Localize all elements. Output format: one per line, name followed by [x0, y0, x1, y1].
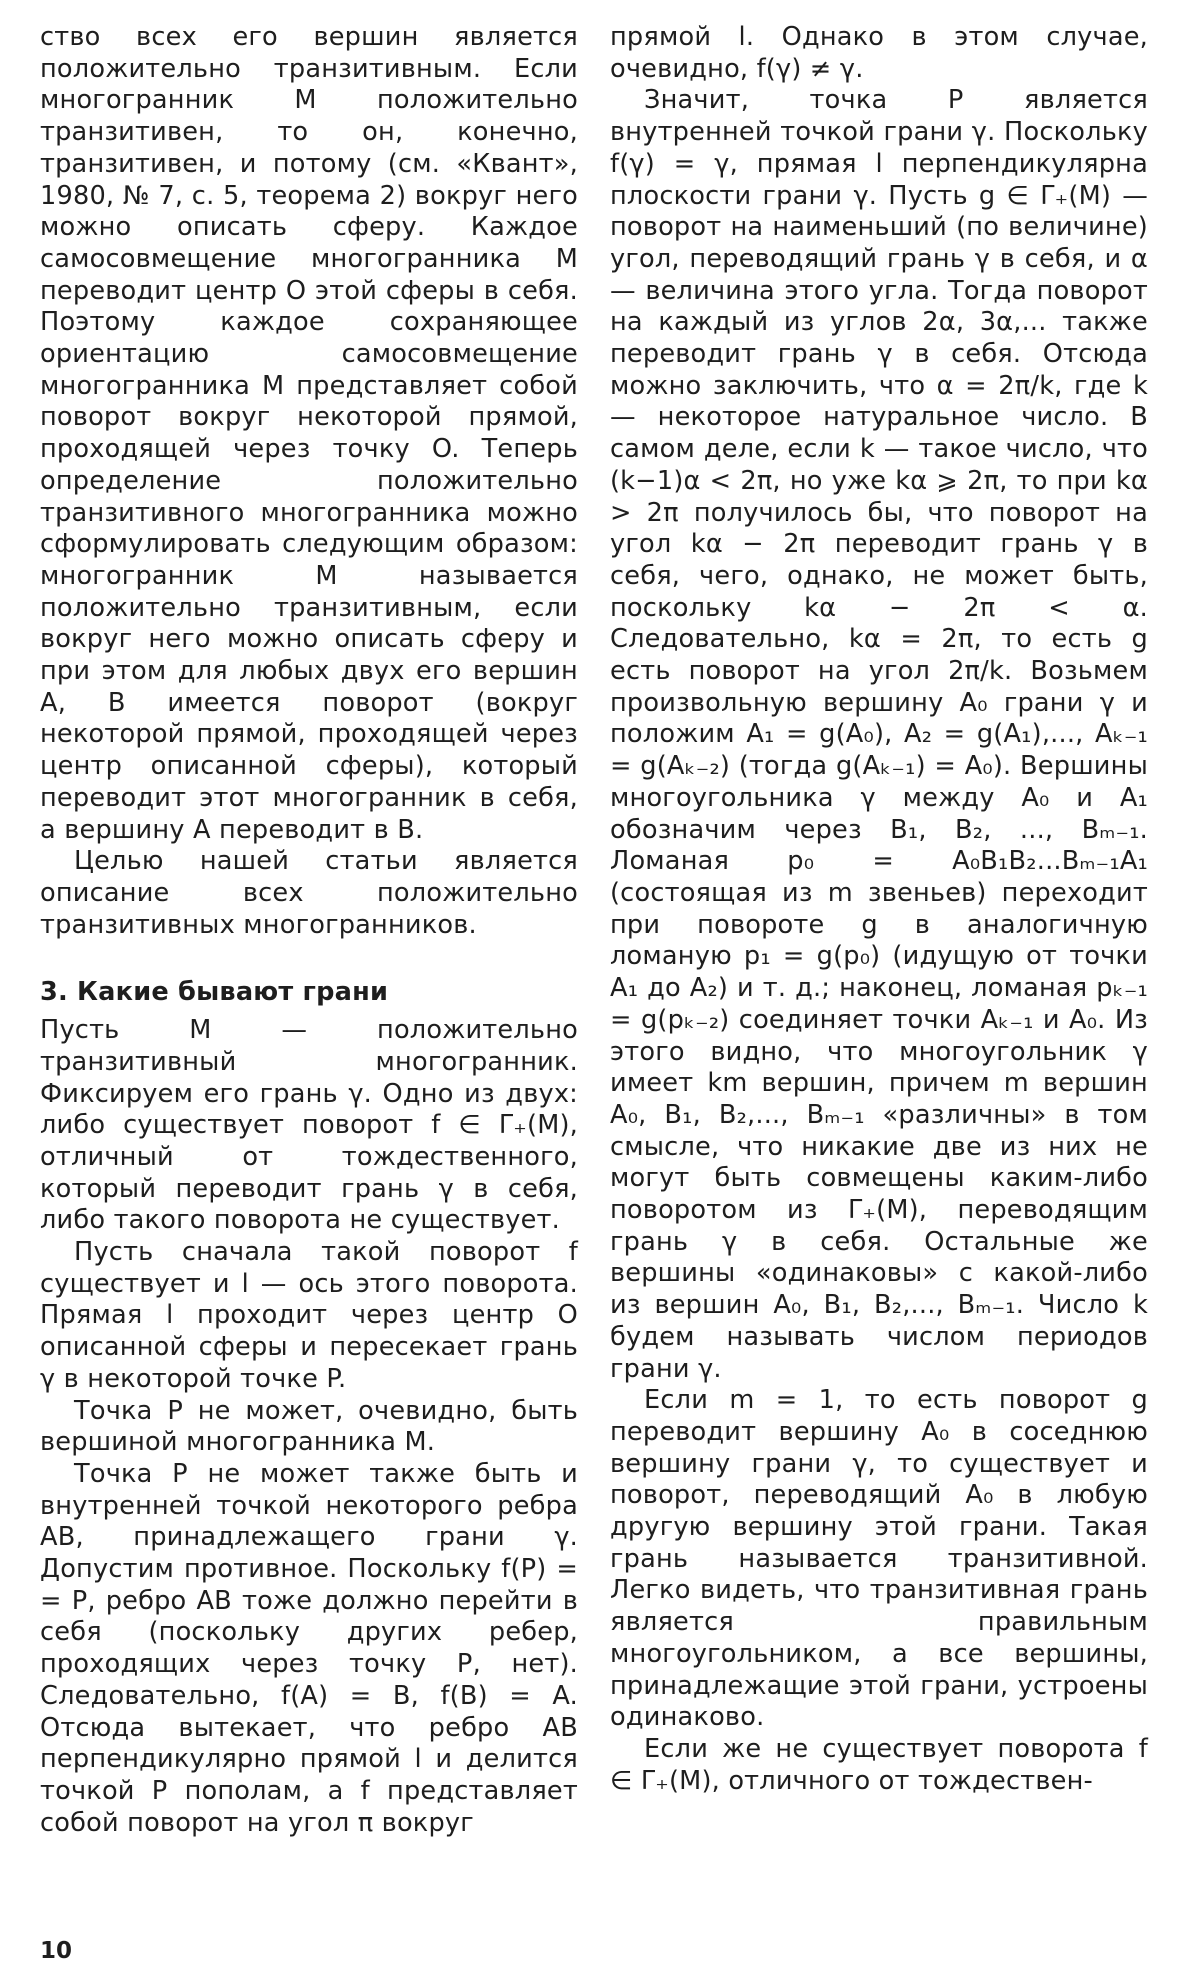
section-title: 3. Какие бывают грани — [40, 977, 389, 1008]
paragraph: Пусть M — положительно транзитивный многогранник. Фиксируем его грань γ. Одно из двух: либо существует поворот f ∈ Γ₊(M), отличный от тождественного, который переводит грань γ в себя, либо такого поворота не существует. — [40, 1015, 578, 1236]
paragraph: Целью нашей статьи является описание всех положительно транзитивных многогранников. — [40, 846, 578, 940]
paragraph: Точка P не может также быть и внутренней точкой некоторого ребра AB, принадлежащего грани γ. Допустим противное. Поскольку f(P) = = P, ребро AB тоже должно перейти в себя (поскольку других ребер, проходящих через точку P, нет). Следовательно, f(A) = B, f(B) = A. Отсюда вытекает, что ребро AB перпендикулярно прямой l и делится точкой P пополам, а f представляет собой поворот на угол π вокруг — [40, 1458, 578, 1838]
paragraph: Если же не существует поворота f ∈ Γ₊(M), отличного от тождествен- — [610, 1733, 1148, 1796]
paragraph: прямой l. Однако в этом случае, очевидно, f(γ) ≠ γ. — [610, 22, 1148, 84]
paragraph: Точка P не может, очевидно, быть вершиной многогранника M. — [40, 1395, 578, 1458]
paragraph: Пусть сначала такой поворот f существует и l — ось этого поворота. Прямая l проходит через центр O описанной сферы и пересекает грань γ в некоторой точке P. — [40, 1237, 578, 1394]
paragraph: Если m = 1, то есть поворот g переводит вершину A₀ в соседнюю вершину грани γ, то существует и поворот, переводящий A₀ в любую другую вершину этой грани. Такая грань называется транзитивной. Легко видеть, что транзитивная грань является правильным многоугольником, а все вершины, принадлежащие этой грани, устроены одинаково. — [610, 1385, 1148, 1733]
page-number: 10 — [40, 1938, 73, 1964]
right-column — [610, 22, 1148, 1797]
paragraph: Значит, точка P является внутренней точкой грани γ. Поскольку f(γ) = γ, прямая l перпендикулярна плоскости грани γ. Пусть g ∈ Γ₊(M) — поворот на наименьший (по величине) угол, переводящий грань γ в себя, и α — величина этого угла. Тогда поворот на каждый из углов 2α, 3α,... также переводит грань γ в себя. Отсюда можно заключить, что α = 2π/k, где k — некоторое натуральное число. В самом деле, если k — такое число, что (k−1)α < 2π, но уже kα ⩾ 2π, то при kα > 2π получилось бы, что поворот на угол kα − 2π переводит грань γ в себя, чего, однако, не может быть, поскольку kα − 2π < α. Следовательно, kα = 2π, то есть g есть поворот на угол 2π/k. Возьмем произвольную вершину A₀ грани γ и положим A₁ = g(A₀), A₂ = g(A₁),..., Aₖ₋₁ = g(Aₖ₋₂) (тогда g(Aₖ₋₁) = A₀). Вершины многоугольника γ между A₀ и A₁ обозначим через B₁, B₂, ..., Bₘ₋₁. Ломаная p₀ = A₀B₁B₂...Bₘ₋₁A₁ (состоящая из m звеньев) переходит при повороте g в аналогичную ломаную p₁ = g(p₀) (идущую от точки A₁ до A₂) и т. д.; наконец, ломаная pₖ₋₁ = g(pₖ₋₂) соединяет точки Aₖ₋₁ и A₀. Из этого видно, что многоугольник γ имеет km вершин, причем m вершин A₀, B₁, B₂,..., Bₘ₋₁ «различны» в том смысле, что никакие две из них не могут быть совмещены каким-либо поворотом из Γ₊(M), переводящим грань γ в себя. Остальные же вершины «одинаковы» с какой-либо из вершин A₀, B₁, B₂,..., Bₘ₋₁. Число k будем называть числом периодов грани γ. — [610, 85, 1148, 1384]
left-column — [40, 22, 578, 1839]
paragraph: ство всех его вершин является положительно транзитивным. Если многогранник M положительно транзитивен, то он, конечно, транзитивен, и потому (см. «Квант», 1980, № 7, с. 5, теорема 2) вокруг него можно описать сферу. Каждое самосовмещение многогранника M переводит центр O этой сферы в себя. Поэтому каждое сохраняющее ориентацию самосовмещение многогранника M представляет собой поворот вокруг некоторой прямой, проходящей через точку O. Теперь определение положительно транзитивного многогранника можно сформулировать следующим образом: многогранник M называется положительно транзитивным, если вокруг него можно описать сферу и при этом для любых двух его вершин A, B имеется поворот (вокруг некоторой прямой, проходящей через центр описанной сферы), который переводит этот многогранник в себя, а вершину A переводит в B. — [40, 22, 578, 845]
